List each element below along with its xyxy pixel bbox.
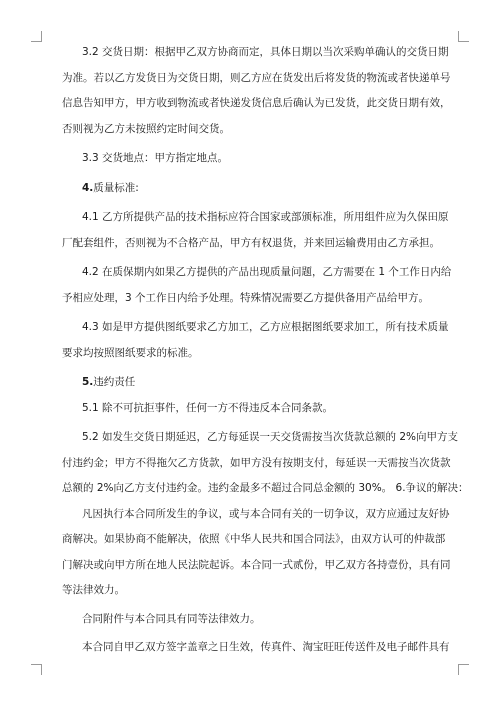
text-line: 厂配套组件，否则视为不合格产品，甲方有权退货，并来回运输费用由乙方承担。 bbox=[62, 236, 440, 249]
text-line: 信息告知甲方，甲方收到物流或者快递发货信息后确认为已发货，此交货日期有效， bbox=[62, 97, 451, 109]
text-line: 3.3 交货地点：甲方指定地点。 bbox=[82, 152, 229, 164]
text-line: 总额的 2%向乙方支付违约金。违约金最多不超过合同总金额的 30%。 6.争议的解决： bbox=[62, 482, 469, 494]
text-line: 门解决或向甲方所在地人民法院起诉。本合同一式贰份，甲乙双方各持壹份，具有同 bbox=[62, 558, 451, 571]
section-number: 5. bbox=[82, 376, 94, 388]
text-line: 5.2 如发生交货日期延迟，乙方每延误一天交货需按当次货款总额的 2%向甲方支 bbox=[82, 431, 459, 443]
text-line: 商解决。如果协商不能解决，依照《中华人民共和国合同法》，由双方认可的仲裁部 bbox=[62, 533, 446, 545]
text-line: 凡因执行本合同所发生的争议，或与本合同有关的一切争议，双方应通过友好协 bbox=[82, 507, 450, 520]
section-title: 质量标准: bbox=[93, 181, 139, 194]
crop-mark-top-right bbox=[458, 31, 459, 42]
text-line: 合同附件与本合同具有同等法律效力。 bbox=[82, 612, 261, 625]
dispute-resolution bbox=[62, 502, 456, 604]
document-body bbox=[62, 40, 469, 661]
crop-mark-top-right bbox=[458, 41, 469, 42]
crop-mark-top-left bbox=[41, 31, 42, 42]
text-line: 4.3 如是甲方提供图纸要求乙方加工，乙方应根据图纸要求加工，所有技术质量 bbox=[82, 321, 449, 333]
text-line: 3.2 交货日期：根据甲乙双方协商而定，具体日期以当次采购单确认的交货日期 bbox=[82, 46, 449, 58]
section-number: 4. bbox=[82, 181, 94, 194]
crop-mark-bottom-right bbox=[458, 664, 459, 675]
clause-5-2 bbox=[62, 425, 469, 502]
text-line: 付违约金；甲方不得拖欠乙方货款，如甲方没有按期支付，每延误一天需按当次货款 bbox=[62, 456, 451, 469]
section-4-heading bbox=[62, 176, 456, 202]
text-line: 5.1 除不可抗拒事件，任何一方不得违反本合同条款。 bbox=[82, 401, 334, 414]
text-line: 4.1 乙方所提供产品的技术指标应符合国家或部颁标准，所用组件应为久保田原 bbox=[82, 211, 449, 223]
clause-3-3 bbox=[62, 146, 456, 172]
text-line: 否则视为乙方未按照约定时间交货。 bbox=[62, 122, 230, 135]
text-line: 等法律效力。 bbox=[62, 584, 125, 596]
clause-5-1 bbox=[62, 396, 456, 422]
text-line: 要求均按照图纸要求的标准。 bbox=[62, 346, 199, 359]
crop-mark-bottom-left bbox=[41, 664, 42, 675]
section-5-heading bbox=[62, 370, 456, 396]
text-line: 为准。若以乙方发货日为交货日期，则乙方应在货发出后将发货的物流或者快递单号 bbox=[62, 71, 451, 84]
clause-4-2 bbox=[62, 260, 456, 311]
clause-4-1 bbox=[62, 205, 456, 256]
effective-clause bbox=[62, 635, 456, 661]
text-line: 本合同自甲乙双方签字盖章之日生效，传真件、淘宝旺旺传送件及电子邮件具有 bbox=[82, 641, 450, 653]
clause-3-2 bbox=[62, 40, 456, 142]
section-title: 违约责任 bbox=[93, 376, 136, 388]
text-line: 4.2 在质保期内如果乙方提供的产品出现质量问题，乙方需要在 1 个工作日内给 bbox=[82, 266, 452, 278]
attachments-clause bbox=[62, 607, 456, 633]
text-line: 予相应处理，3 个工作日内给予处理。特殊情况需要乙方提供备用产品给甲方。 bbox=[62, 291, 430, 304]
crop-mark-bottom-right bbox=[458, 664, 469, 665]
clause-4-3 bbox=[62, 315, 456, 366]
